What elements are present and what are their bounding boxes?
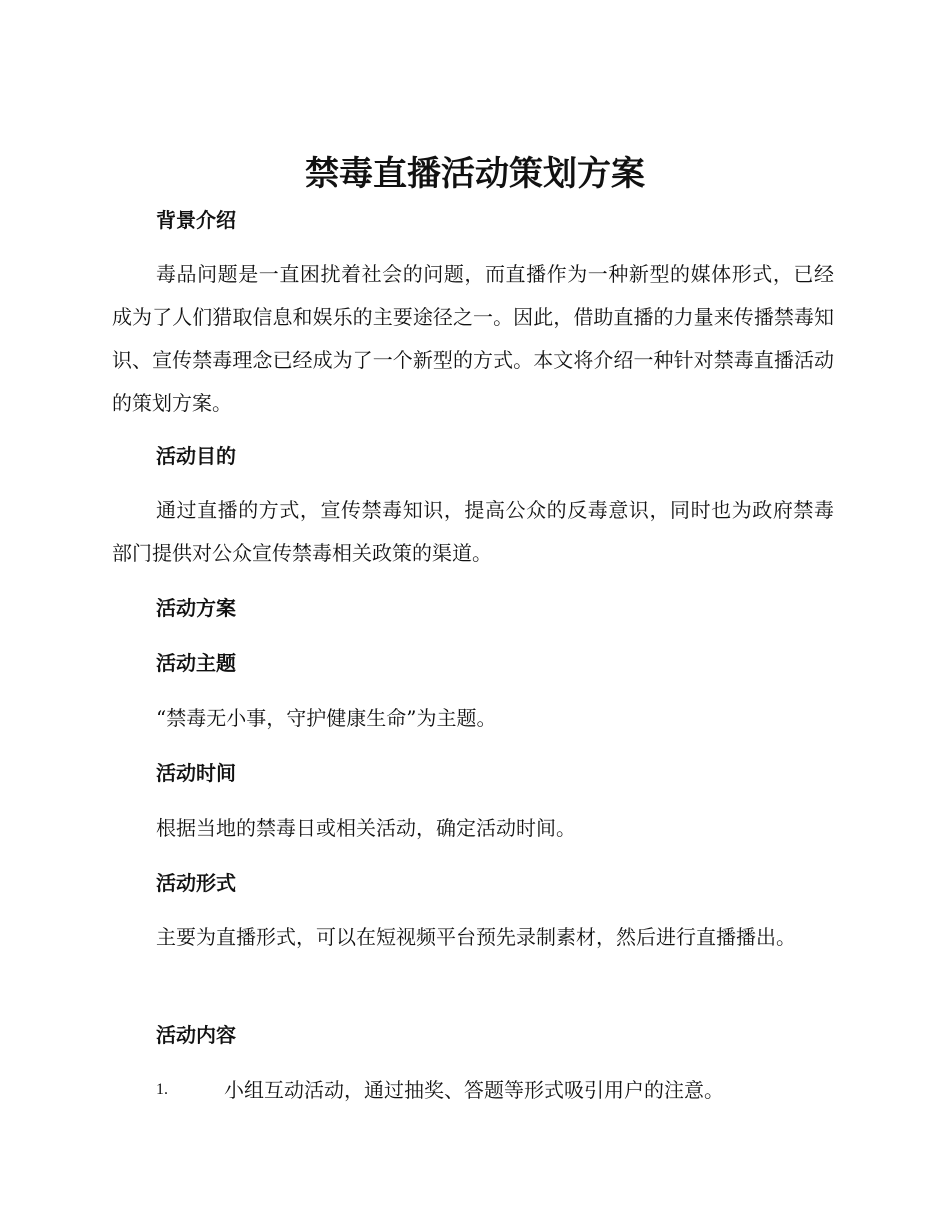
heading-background: 背景介绍 bbox=[156, 208, 236, 232]
heading-plan: 活动方案 bbox=[156, 596, 236, 620]
heading-content: 活动内容 bbox=[156, 1023, 236, 1047]
paragraph-theme: “禁毒无小事，守护健康生命”为主题。 bbox=[156, 706, 497, 730]
list-item-number: 1. bbox=[156, 1081, 168, 1098]
document-title: 禁毒直播活动策划方案 bbox=[305, 154, 645, 194]
list-item-text: 小组互动活动，通过抽奖、答题等形式吸引用户的注意。 bbox=[224, 1078, 724, 1102]
paragraph-purpose: 通过直播的方式，宣传禁毒知识，提高公众的反毒意识，同时也为政府禁毒部门提供对公众宣传禁毒相关政策的渠道。 bbox=[112, 498, 834, 565]
paragraph-time: 根据当地的禁毒日或相关活动，确定活动时间。 bbox=[156, 816, 576, 840]
heading-theme: 活动主题 bbox=[156, 651, 236, 675]
paragraph-background: 毒品问题是一直困扰着社会的问题，而直播作为一种新型的媒体形式，已经成为了人们猎取信息和娱乐的主要途径之一。因此，借助直播的力量来传播禁毒知识、宣传禁毒理念已经成为了一个新型的方式。本文将介绍一种针对禁毒直播活动的策划方案。 bbox=[112, 262, 834, 415]
paragraph-form: 主要为直播形式，可以在短视频平台预先录制素材，然后进行直播播出。 bbox=[156, 925, 796, 949]
heading-purpose: 活动目的 bbox=[156, 444, 236, 468]
heading-time: 活动时间 bbox=[156, 761, 236, 785]
heading-form: 活动形式 bbox=[156, 871, 236, 895]
